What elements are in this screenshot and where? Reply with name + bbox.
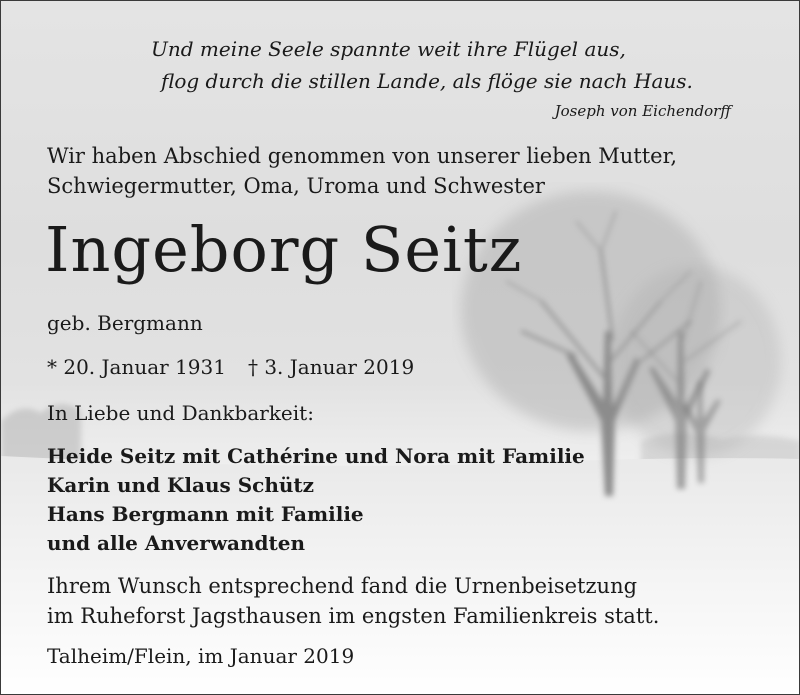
intro-line-2: Schwiegermutter, Oma, Uroma und Schwester <box>47 174 545 198</box>
intro-text <box>47 141 677 201</box>
poem-author: Joseph von Eichendorff <box>554 102 731 120</box>
place-date: Talheim/Flein, im Januar 2019 <box>47 644 355 668</box>
mourner-line: und alle Anverwandten <box>47 531 306 555</box>
burial-notice <box>47 571 659 631</box>
maiden-name: geb. Bergmann <box>47 311 203 335</box>
birth-date: * 20. Januar 1931 <box>47 355 226 379</box>
death-date: † 3. Januar 2019 <box>247 355 415 379</box>
notice-line-2: im Ruheforst Jagsthausen im engsten Familienkreis statt. <box>47 604 660 628</box>
notice-line-1: Ihrem Wunsch entsprechend fand die Urnenbeisetzung <box>47 574 638 598</box>
poem-line-1: Und meine Seele spannte weit ihre Flügel aus, <box>151 37 626 61</box>
love-gratitude-line: In Liebe und Dankbarkeit: <box>47 401 314 425</box>
deceased-name: Ingeborg Seitz <box>45 213 523 286</box>
mourner-line: Karin und Klaus Schütz <box>47 473 315 497</box>
mourners-list <box>47 442 585 558</box>
obituary-text <box>1 1 800 695</box>
poem-line-2: flog durch die stillen Lande, als flöge sie nach Haus. <box>161 69 693 93</box>
poem-quote <box>151 33 741 97</box>
intro-line-1: Wir haben Abschied genommen von unserer lieben Mutter, <box>47 144 677 168</box>
mourner-line: Hans Bergmann mit Familie <box>47 502 364 526</box>
mourner-line: Heide Seitz mit Cathérine und Nora mit Familie <box>47 444 585 468</box>
life-dates <box>47 355 414 379</box>
